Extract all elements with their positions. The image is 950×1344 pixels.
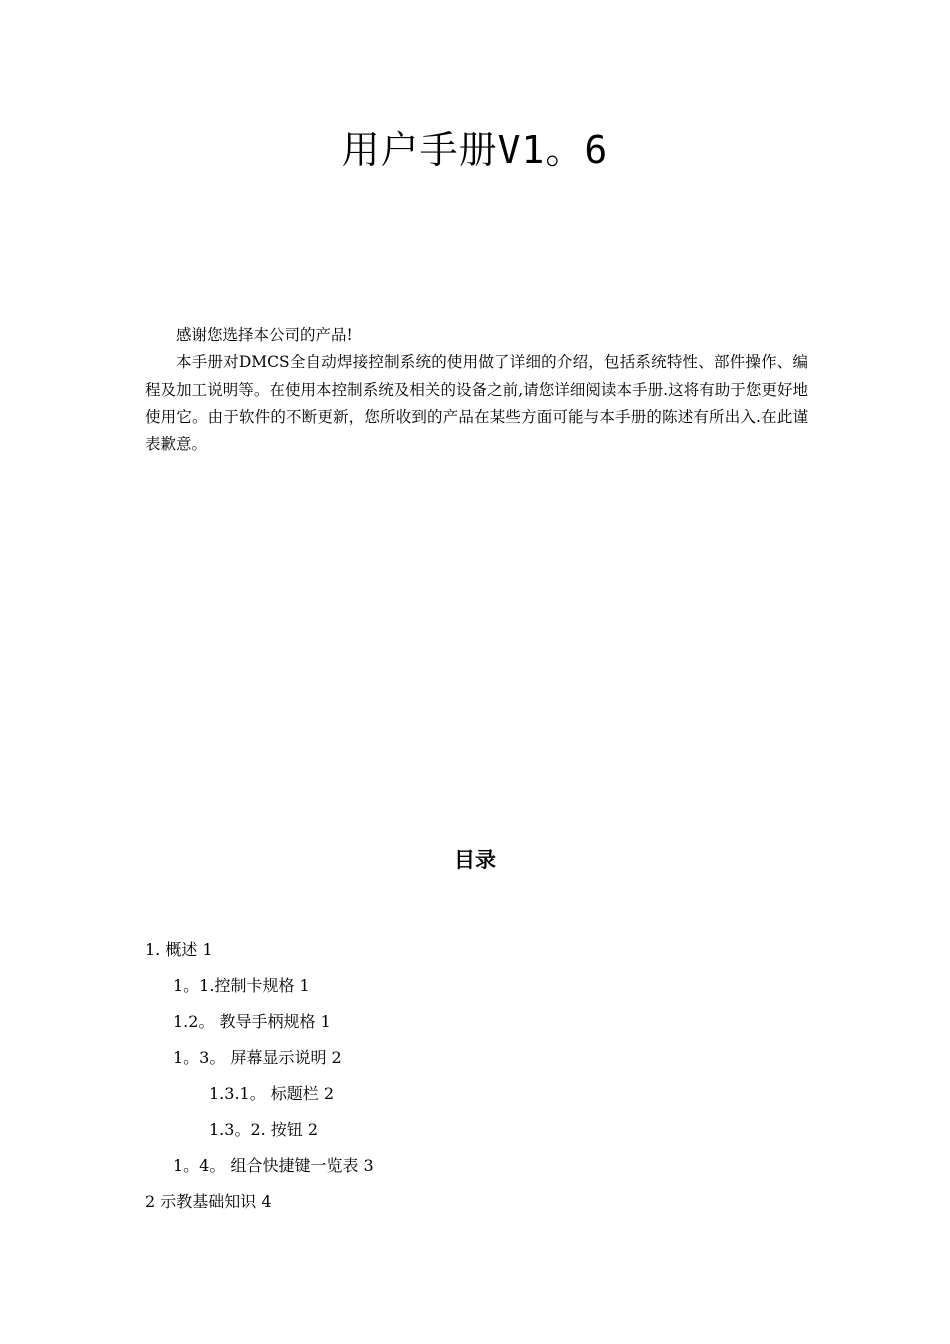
toc-entry: 2 示教基础知识 4 — [145, 1192, 272, 1211]
toc-entry: 1. 概述 1 — [145, 940, 213, 959]
intro-paragraph: 本手册对DMCS全自动焊接控制系统的使用做了详细的介绍，包括系统特性、部件操作、编程及加工说明等。在使用本控制系统及相关的设备之前,请您详细阅读本手册.这将有助于您更好地使用它。由于软件的不断更新，您所收到的产品在某些方面可能与本手册的陈述有所出入.在此谨表歉意。 — [145, 353, 808, 454]
toc-heading: 目录 — [454, 848, 496, 872]
toc-entry: 1.2。 教导手柄规格 1 — [173, 1012, 331, 1031]
toc-entry: 1。3。 屏幕显示说明 2 — [173, 1048, 342, 1067]
toc-entry: 1。4。 组合快捷键一览表 3 — [173, 1156, 374, 1175]
intro-section — [145, 322, 808, 458]
document-title: 用户手册V1。6 — [341, 128, 609, 172]
toc-entry: 1。1.控制卡规格 1 — [173, 976, 310, 995]
intro-paragraph: 感谢您选择本公司的产品! — [176, 326, 353, 344]
table-of-contents — [145, 932, 808, 1220]
toc-entry: 1.3。2. 按钮 2 — [209, 1120, 319, 1139]
toc-entry: 1.3.1。 标题栏 2 — [209, 1084, 335, 1103]
